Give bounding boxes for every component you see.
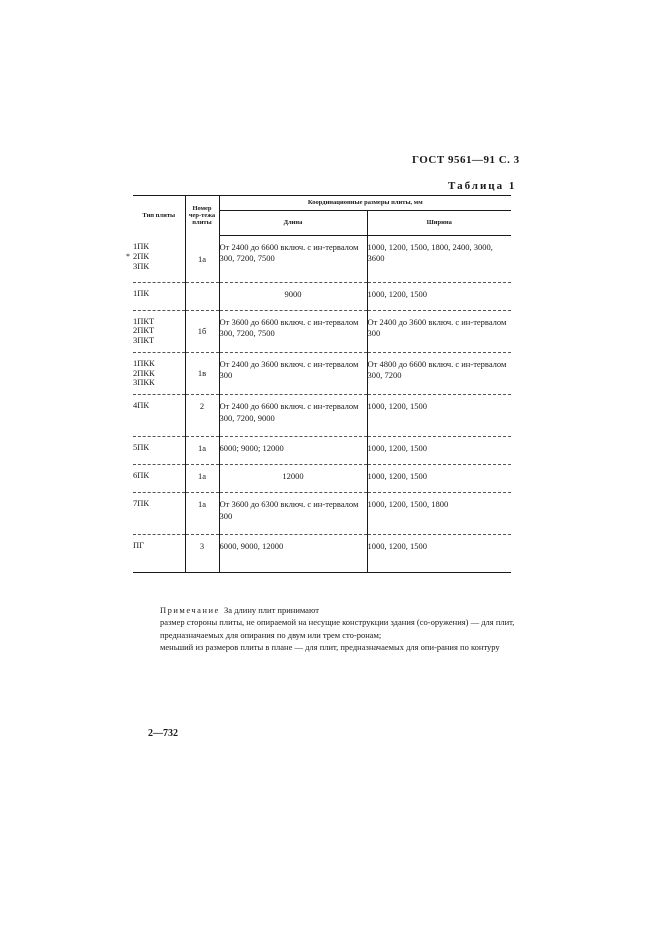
plate-type: 1ПКТ	[133, 315, 155, 326]
cell-type	[133, 493, 185, 535]
cell-drawing-number	[185, 282, 219, 310]
cell-length: От 3600 до 6300 включ. с ин-тервалом 300	[219, 493, 367, 535]
cell-length: От 3600 до 6600 включ. с ин-тервалом 300, 7200, 7500	[219, 310, 367, 352]
cell-type	[133, 352, 185, 394]
plate-type: 3ПКТ	[133, 335, 155, 346]
header-length: Длина	[219, 211, 367, 236]
cell-length: 6000; 9000; 12000	[219, 437, 367, 465]
cell-width: От 2400 до 3600 включ. с ин-тервалом 300	[367, 310, 511, 352]
cell-drawing-number: 3	[185, 535, 219, 573]
plate-type: 1ПК	[133, 241, 150, 251]
cell-length: 6000, 9000, 12000	[219, 535, 367, 573]
margin-mark: *	[126, 252, 130, 261]
cell-drawing-number: 1в	[185, 352, 219, 394]
page-header: ГОСТ 9561—91 С. 3	[412, 154, 520, 166]
header-coord: Координационные размеры плиты, мм	[219, 196, 511, 211]
table-row	[133, 437, 511, 465]
cell-drawing-number: 1а	[185, 236, 219, 282]
cell-drawing-number: 1а	[185, 493, 219, 535]
cell-drawing-number: 1а	[185, 465, 219, 493]
table-row	[133, 310, 511, 352]
cell-length: 12000	[219, 465, 367, 493]
cell-width: От 4800 до 6600 включ. с ин-тервалом 300, 7200	[367, 352, 511, 394]
cell-length: От 2400 до 6600 включ. с ин-тервалом 300, 7200, 9000	[219, 395, 367, 437]
page-number: 2—732	[148, 728, 178, 739]
plate-type: 6ПК	[133, 470, 150, 481]
table-row	[133, 493, 511, 535]
plate-type: 7ПК	[133, 498, 150, 509]
cell-width: 1000, 1200, 1500	[367, 535, 511, 573]
cell-drawing-number: 1б	[185, 310, 219, 352]
notes-intro: За длину плит принимают	[224, 605, 319, 615]
cell-width: 1000, 1200, 1500, 1800	[367, 493, 511, 535]
cell-type	[133, 465, 185, 493]
cell-width: 1000, 1200, 1500, 1800, 2400, 3000, 3600	[367, 236, 511, 282]
plate-type: 5ПК	[133, 442, 150, 453]
header-type: Тип плиты	[133, 196, 185, 236]
header-width: Ширина	[367, 211, 511, 236]
plate-type: 2ПК	[133, 250, 150, 261]
cell-length: От 2400 до 3600 включ. с ин-тервалом 300	[219, 352, 367, 394]
cell-drawing-number: 1а	[185, 437, 219, 465]
cell-type	[133, 395, 185, 437]
table-row	[133, 465, 511, 493]
dimensions-table	[133, 195, 511, 573]
cell-type	[133, 236, 185, 282]
table-row	[133, 282, 511, 310]
notes-item-1: размер стороны плиты, не опираемой на несущие конструкции здания (со-оружения) — для плит, предназначаемых для опирания по двум или трем сто-ронам;	[160, 617, 515, 640]
plate-type: 2ПКТ	[133, 325, 155, 336]
cell-width: 1000, 1200, 1500	[367, 395, 511, 437]
table-caption: Таблица 1	[448, 180, 517, 192]
cell-length: 9000	[219, 282, 367, 310]
cell-type	[133, 282, 185, 310]
cell-width: 1000, 1200, 1500	[367, 437, 511, 465]
plate-type: 3ПК	[133, 260, 150, 271]
table-row	[133, 352, 511, 394]
cell-type	[133, 310, 185, 352]
table-row	[133, 395, 511, 437]
notes-title: Примечание	[160, 605, 220, 615]
notes	[160, 604, 520, 653]
plate-type: 2ПКК	[133, 367, 155, 378]
cell-type	[133, 535, 185, 573]
header-number: Номер чер-тежа плиты	[185, 196, 219, 236]
plate-type: 3ПКК	[133, 377, 155, 388]
cell-type	[133, 437, 185, 465]
cell-length: От 2400 до 6600 включ. с ин-тервалом 300, 7200, 7500	[219, 236, 367, 282]
table-row	[133, 236, 511, 282]
plate-type: ПГ	[133, 540, 145, 551]
plate-type: 1ПК	[133, 287, 150, 298]
plate-type: 4ПК	[133, 400, 150, 411]
cell-width: 1000, 1200, 1500	[367, 282, 511, 310]
plate-type: 1ПКК	[133, 357, 155, 368]
notes-item-2: меньший из размеров плиты в плане — для плит, предназначаемых для опи-рания по контуру	[160, 641, 500, 652]
table-row	[133, 535, 511, 573]
cell-drawing-number: 2	[185, 395, 219, 437]
cell-width: 1000, 1200, 1500	[367, 465, 511, 493]
